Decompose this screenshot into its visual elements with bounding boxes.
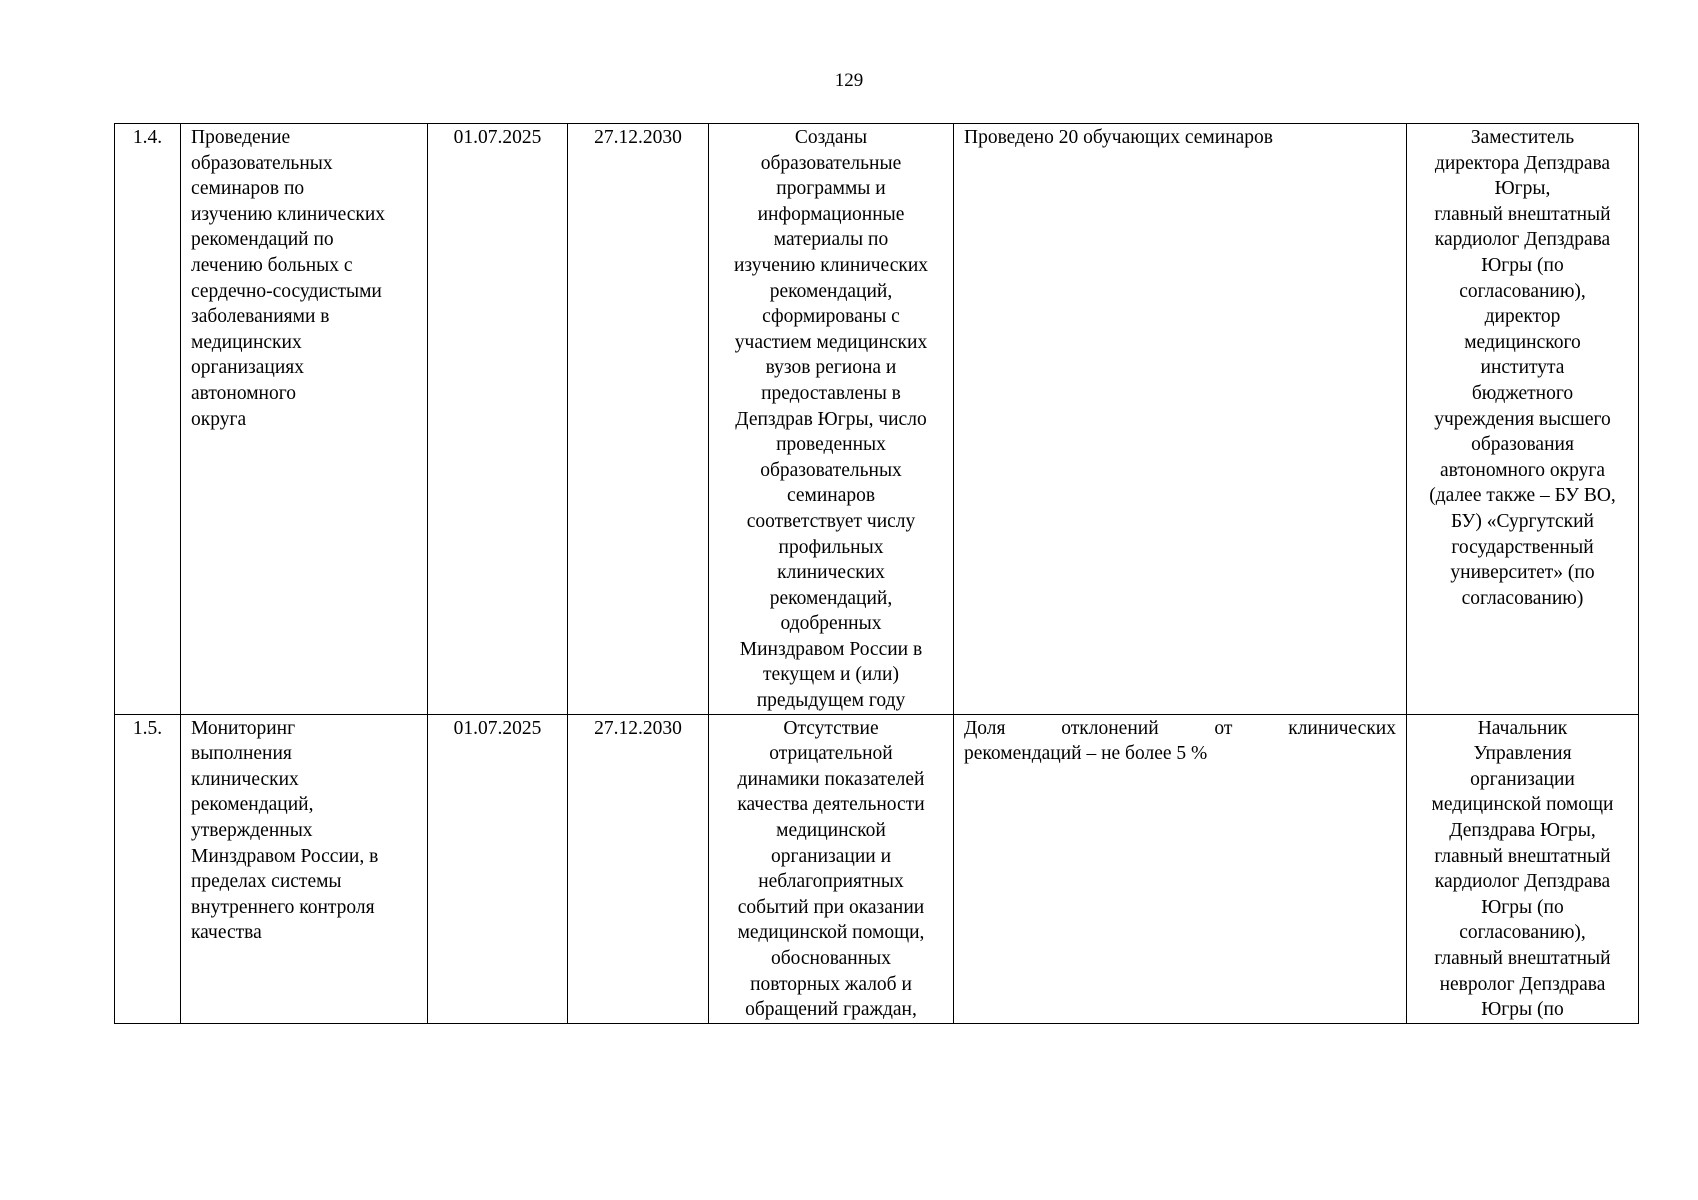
responsible-line: медицинской помощи (1431, 794, 1614, 816)
activity-name-line: образовательных (191, 152, 333, 174)
start-date-cell (428, 714, 568, 1023)
responsible-line: бюджетного (1471, 382, 1574, 404)
expected-result-line: качества деятельности (737, 794, 925, 816)
row-number-cell (115, 124, 181, 715)
expected-result-line: материалы по (773, 229, 889, 251)
expected-result-line: семинаров (786, 485, 876, 507)
expected-result-line: Отсутствие (783, 717, 879, 739)
expected-result-line: неблагоприятных (758, 871, 904, 893)
expected-result-line: Депздрав Югры, число (735, 408, 927, 430)
table-row (115, 124, 1639, 715)
activity-name-line: сердечно-сосудистыми (191, 280, 382, 302)
activity-name-line: организациях (191, 357, 304, 379)
responsible-line: Югры (по (1481, 896, 1564, 918)
start-date: 01.07.2025 (453, 127, 542, 148)
indicator-cell (954, 714, 1407, 1023)
responsible-line: университет» (по (1450, 562, 1595, 584)
activity-name-cell (181, 714, 428, 1023)
responsible-line: директор (1484, 306, 1561, 328)
responsible-line: Управления (1473, 743, 1572, 765)
end-date-cell (568, 124, 709, 715)
expected-result-line: вузов региона и (765, 357, 897, 379)
responsible-line: Начальник (1477, 717, 1568, 739)
responsible-line: невролог Депздрава (1439, 973, 1606, 995)
expected-result-line: изучению клинических (733, 254, 929, 276)
responsible-line: Заместитель (1470, 127, 1575, 148)
responsible-line: БУ) «Сургутский (1451, 510, 1594, 532)
row-number: 1.5. (132, 717, 163, 739)
responsible-line: автономного округа (1440, 459, 1605, 481)
activity-name-line: выполнения (191, 743, 292, 765)
expected-result-line: текущем и (или) (763, 664, 899, 686)
activity-name-line: заболеваниями в (191, 306, 330, 328)
responsible-line: учреждения высшего (1434, 408, 1611, 430)
activity-name-line: клинических (191, 768, 299, 790)
end-date: 27.12.2030 (594, 127, 682, 148)
indicator-cell (954, 124, 1407, 715)
expected-result-line: информационные (757, 203, 905, 225)
activity-name-line: изучению клинических (191, 203, 386, 225)
expected-result-line: Минздравом России в (739, 638, 923, 660)
expected-result-line: обоснованных (770, 948, 892, 969)
activity-name-line: внутреннего контроля (191, 896, 375, 918)
responsible-line: главный внештатный (1434, 948, 1611, 969)
activity-name-line: Минздравом России, в (191, 845, 379, 867)
responsible-line: образования (1471, 434, 1574, 456)
indicator-line: Доля отклонений от клинических (964, 717, 1396, 739)
responsible-line: согласованию) (1461, 587, 1584, 609)
responsible-line: государственный (1451, 536, 1594, 558)
expected-result-line: рекомендаций, (769, 280, 893, 302)
responsible-line: Югры (по (1481, 999, 1564, 1021)
expected-result-cell (709, 714, 954, 1023)
expected-result-line: проведенных (776, 434, 886, 456)
activity-name-line: рекомендаций по (191, 229, 334, 251)
expected-result-line: предыдущем году (756, 690, 906, 712)
expected-result-line: образовательных (760, 459, 902, 481)
responsible-line: института (1480, 357, 1565, 379)
activity-name-line: медицинских (191, 331, 302, 353)
activities-table (114, 123, 1639, 1024)
expected-result-cell (709, 124, 954, 715)
expected-result-line: повторных жалоб и (750, 973, 912, 995)
activity-name-line: округа (191, 408, 247, 430)
responsible-line: согласованию), (1459, 280, 1586, 302)
responsible-line: согласованию), (1459, 922, 1586, 944)
responsible-line: (далее также – БУ ВО, (1429, 485, 1616, 507)
responsible-cell (1407, 714, 1639, 1023)
activity-name-line: утвержденных (191, 820, 313, 842)
responsible-line: Югры (по (1481, 254, 1564, 276)
activity-name-line: Мониторинг (191, 717, 296, 739)
expected-result-line: отрицательной (769, 743, 893, 765)
start-date-cell (428, 124, 568, 715)
responsible-line: организации (1470, 768, 1575, 790)
indicator-line: рекомендаций – не более 5 % (964, 743, 1208, 765)
expected-result-line: Созданы (794, 127, 868, 148)
row-number: 1.4. (132, 127, 163, 148)
expected-result-line: сформированы с (762, 306, 900, 328)
expected-result-line: одобренных (780, 613, 882, 635)
responsible-line: кардиолог Депздрава (1434, 871, 1611, 893)
expected-result-line: клинических (777, 562, 885, 584)
activity-name-line: автономного (191, 382, 296, 404)
responsible-line: медицинского (1464, 331, 1581, 353)
responsible-line: кардиолог Депздрава (1434, 229, 1611, 251)
expected-result-line: медицинской (776, 820, 886, 842)
expected-result-line: динамики показателей (737, 768, 925, 790)
expected-result-line: рекомендаций, (769, 587, 893, 609)
activity-name-cell (181, 124, 428, 715)
expected-result-line: профильных (778, 536, 884, 558)
expected-result-line: организации и (771, 845, 891, 867)
expected-result-line: соответствует числу (746, 510, 916, 532)
expected-result-line: программы и (776, 178, 886, 200)
expected-result-line: событий при оказании (737, 896, 925, 918)
activity-name-line: качества (191, 922, 262, 944)
responsible-cell (1407, 124, 1639, 715)
page-number: 129 (834, 70, 864, 91)
responsible-line: главный внештатный (1434, 203, 1611, 225)
expected-result-line: образовательные (760, 152, 902, 174)
row-number-cell (115, 714, 181, 1023)
end-date-cell (568, 714, 709, 1023)
responsible-line: Югры, (1494, 178, 1551, 200)
expected-result-line: медицинской помощи, (737, 922, 925, 944)
activity-name-line: Проведение (191, 127, 291, 148)
activity-name-line: рекомендаций, (191, 794, 314, 816)
responsible-line: Депздрава Югры, (1449, 820, 1596, 842)
activity-name-line: лечению больных с (191, 254, 353, 276)
start-date: 01.07.2025 (453, 717, 542, 739)
expected-result-line: обращений граждан, (745, 999, 917, 1021)
responsible-line: главный внештатный (1434, 845, 1611, 867)
activity-name-line: семинаров по (191, 178, 305, 200)
responsible-line: директора Депздрава (1434, 152, 1611, 174)
expected-result-line: предоставлены в (761, 382, 901, 404)
end-date: 27.12.2030 (594, 717, 682, 739)
activity-name-line: пределах системы (191, 871, 342, 893)
indicator-line: Проведено 20 обучающих семинаров (964, 127, 1273, 148)
table-row (115, 714, 1639, 1023)
expected-result-line: участием медицинских (734, 331, 928, 353)
